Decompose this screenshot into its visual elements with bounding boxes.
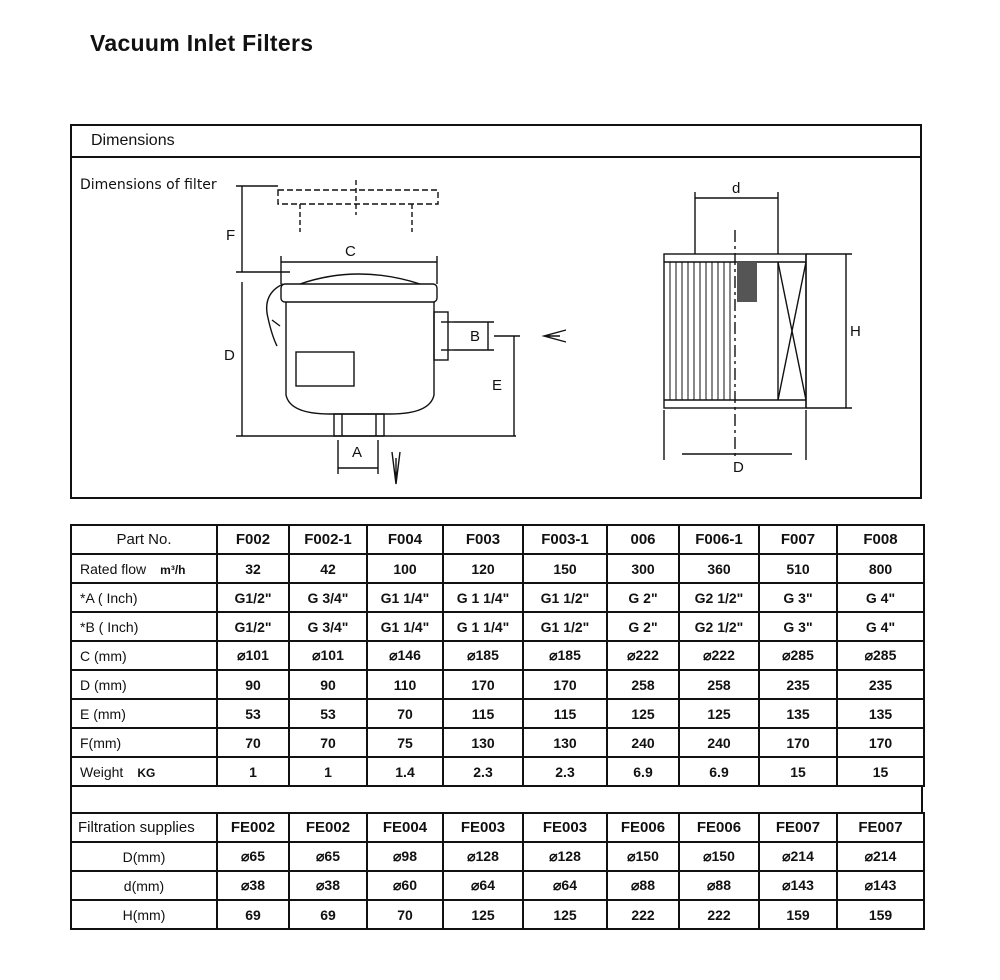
value-cell: 130 <box>443 728 523 757</box>
value-cell: 240 <box>607 728 679 757</box>
value-cell: 222 <box>607 900 679 929</box>
value-cell: G 3/4" <box>289 612 367 641</box>
value-cell: ⌀88 <box>679 871 759 900</box>
row-label <box>71 757 217 786</box>
row-label-text: *B ( Inch) <box>80 618 139 635</box>
value-cell: 135 <box>759 699 837 728</box>
filter-mesh <box>737 262 757 302</box>
value-cell: ⌀101 <box>217 641 289 670</box>
value-cell: 360 <box>679 554 759 583</box>
value-cell: 6.9 <box>607 757 679 786</box>
part-number-cell: F006-1 <box>679 525 759 554</box>
value-cell: ⌀150 <box>607 842 679 871</box>
row-label-text: E (mm) <box>80 705 126 722</box>
part-number-cell: FE006 <box>679 813 759 842</box>
value-cell: 235 <box>759 670 837 699</box>
value-cell: ⌀128 <box>523 842 607 871</box>
value-cell: 125 <box>607 699 679 728</box>
row-label-text: Rated flow <box>80 560 147 577</box>
housing-label-plate <box>296 352 354 386</box>
value-cell: 90 <box>217 670 289 699</box>
row-label <box>71 554 217 583</box>
dim-label-small-d: d <box>732 180 741 197</box>
value-cell: 15 <box>759 757 837 786</box>
spec-table <box>70 524 925 787</box>
part-number-cell: F008 <box>837 525 924 554</box>
row-label <box>71 871 217 900</box>
row-unit: m³/h <box>160 562 186 577</box>
row-label-text: F(mm) <box>80 734 122 751</box>
value-cell: ⌀65 <box>289 842 367 871</box>
part-number-cell: F002 <box>217 525 289 554</box>
row-label <box>71 612 217 641</box>
table-row <box>71 612 924 641</box>
value-cell: 235 <box>837 670 924 699</box>
row-label <box>71 900 217 929</box>
value-cell: 6.9 <box>679 757 759 786</box>
value-cell: 1 <box>217 757 289 786</box>
row-label <box>71 641 217 670</box>
filter-pleats <box>670 262 730 400</box>
part-number-cell: FE007 <box>759 813 837 842</box>
value-cell: ⌀65 <box>217 842 289 871</box>
lid-outline-dashed <box>278 190 438 204</box>
header-label: Part No. <box>71 525 217 554</box>
value-cell: 1.4 <box>367 757 443 786</box>
value-cell: 159 <box>837 900 924 929</box>
value-cell: 90 <box>289 670 367 699</box>
value-cell: G 4" <box>837 612 924 641</box>
value-cell: 110 <box>367 670 443 699</box>
housing-lid <box>281 284 437 302</box>
value-cell: ⌀64 <box>443 871 523 900</box>
part-number-cell: FE006 <box>607 813 679 842</box>
value-cell: 53 <box>217 699 289 728</box>
table-row <box>71 699 924 728</box>
value-cell: 170 <box>523 670 607 699</box>
page-title: Vacuum Inlet Filters <box>90 30 314 56</box>
value-cell: 300 <box>607 554 679 583</box>
table-header-row <box>71 525 924 554</box>
part-number-cell: F003-1 <box>523 525 607 554</box>
value-cell: 70 <box>367 900 443 929</box>
value-cell: ⌀38 <box>217 871 289 900</box>
value-cell: G 3/4" <box>289 583 367 612</box>
value-cell: ⌀146 <box>367 641 443 670</box>
value-cell: 125 <box>679 699 759 728</box>
value-cell: 800 <box>837 554 924 583</box>
value-cell: G1 1/4" <box>367 612 443 641</box>
value-cell: 510 <box>759 554 837 583</box>
value-cell: 170 <box>759 728 837 757</box>
row-label-text: *A ( Inch) <box>80 589 138 606</box>
table-row <box>71 757 924 786</box>
value-cell: ⌀143 <box>837 871 924 900</box>
dim-label-a: A <box>352 444 363 461</box>
value-cell: G1/2" <box>217 612 289 641</box>
value-cell: ⌀101 <box>289 641 367 670</box>
dim-label-f: F <box>226 227 236 244</box>
table-row <box>71 554 924 583</box>
value-cell: 70 <box>289 728 367 757</box>
value-cell: 1 <box>289 757 367 786</box>
value-cell: 150 <box>523 554 607 583</box>
value-cell: 69 <box>289 900 367 929</box>
value-cell: 15 <box>837 757 924 786</box>
dim-label-e: E <box>492 377 503 394</box>
value-cell: 258 <box>607 670 679 699</box>
table-spacer <box>70 785 923 814</box>
part-number-cell: 006 <box>607 525 679 554</box>
value-cell: G 4" <box>837 583 924 612</box>
value-cell: 159 <box>759 900 837 929</box>
value-cell: 125 <box>443 900 523 929</box>
value-cell: G 2" <box>607 583 679 612</box>
row-label-text: C (mm) <box>80 647 127 664</box>
table-header-row <box>71 813 924 842</box>
value-cell: G1/2" <box>217 583 289 612</box>
value-cell: 2.3 <box>523 757 607 786</box>
value-cell: 120 <box>443 554 523 583</box>
row-label <box>71 842 217 871</box>
value-cell: 115 <box>443 699 523 728</box>
supplies-table <box>70 812 925 930</box>
value-cell: ⌀185 <box>523 641 607 670</box>
inlet-flow-arrow <box>544 330 566 342</box>
part-number-cell: FE007 <box>837 813 924 842</box>
value-cell: ⌀222 <box>607 641 679 670</box>
value-cell: 240 <box>679 728 759 757</box>
value-cell: 125 <box>523 900 607 929</box>
dim-label-h: H <box>850 323 861 340</box>
value-cell: ⌀222 <box>679 641 759 670</box>
value-cell: ⌀214 <box>837 842 924 871</box>
value-cell: 70 <box>367 699 443 728</box>
value-cell: 258 <box>679 670 759 699</box>
dim-label-b: B <box>470 328 481 345</box>
value-cell: ⌀150 <box>679 842 759 871</box>
part-number-cell: FE003 <box>443 813 523 842</box>
part-number-cell: F004 <box>367 525 443 554</box>
value-cell: G2 1/2" <box>679 612 759 641</box>
value-cell: G1 1/2" <box>523 612 607 641</box>
row-label-text: D(mm) <box>122 848 166 865</box>
value-cell: G1 1/4" <box>367 583 443 612</box>
dim-label-c: C <box>345 243 356 260</box>
value-cell: G 3" <box>759 612 837 641</box>
part-number-cell: F003 <box>443 525 523 554</box>
dim-label-d: D <box>224 347 235 364</box>
value-cell: ⌀88 <box>607 871 679 900</box>
part-number-cell: FE002 <box>217 813 289 842</box>
value-cell: ⌀143 <box>759 871 837 900</box>
row-label-text: D (mm) <box>80 676 127 693</box>
table-row <box>71 842 924 871</box>
value-cell: 115 <box>523 699 607 728</box>
housing-body <box>286 302 434 414</box>
row-unit: KG <box>137 765 156 780</box>
value-cell: ⌀98 <box>367 842 443 871</box>
part-number-cell: FE003 <box>523 813 607 842</box>
value-cell: 170 <box>837 728 924 757</box>
row-label-text: d(mm) <box>123 877 165 894</box>
row-label <box>71 670 217 699</box>
part-number-cell: FE004 <box>367 813 443 842</box>
value-cell: ⌀285 <box>759 641 837 670</box>
value-cell: ⌀64 <box>523 871 607 900</box>
value-cell: 53 <box>289 699 367 728</box>
value-cell: ⌀185 <box>443 641 523 670</box>
outlet-flow-arrow <box>392 452 400 484</box>
value-cell: ⌀285 <box>837 641 924 670</box>
row-label <box>71 728 217 757</box>
table-row <box>71 900 924 929</box>
value-cell: 170 <box>443 670 523 699</box>
value-cell: 69 <box>217 900 289 929</box>
value-cell: 70 <box>217 728 289 757</box>
header-label: Filtration supplies <box>71 813 217 842</box>
value-cell: 100 <box>367 554 443 583</box>
value-cell: ⌀38 <box>289 871 367 900</box>
value-cell: G 2" <box>607 612 679 641</box>
side-inlet <box>434 312 448 360</box>
value-cell: 42 <box>289 554 367 583</box>
part-number-cell: F007 <box>759 525 837 554</box>
row-label <box>71 699 217 728</box>
row-label-text: Weight <box>80 763 124 780</box>
value-cell: ⌀128 <box>443 842 523 871</box>
table-row <box>71 583 924 612</box>
row-label <box>71 583 217 612</box>
value-cell: G2 1/2" <box>679 583 759 612</box>
part-number-cell: FE002 <box>289 813 367 842</box>
table-row <box>71 728 924 757</box>
value-cell: ⌀60 <box>367 871 443 900</box>
table-row <box>71 641 924 670</box>
value-cell: 222 <box>679 900 759 929</box>
value-cell: 2.3 <box>443 757 523 786</box>
value-cell: 32 <box>217 554 289 583</box>
table-row <box>71 670 924 699</box>
dim-label-big-d: D <box>733 459 744 476</box>
value-cell: G 1 1/4" <box>443 583 523 612</box>
part-number-cell: F002-1 <box>289 525 367 554</box>
value-cell: 135 <box>837 699 924 728</box>
value-cell: ⌀214 <box>759 842 837 871</box>
value-cell: G 3" <box>759 583 837 612</box>
table-row <box>71 871 924 900</box>
value-cell: G1 1/2" <box>523 583 607 612</box>
dimensions-subtitle: Dimensions of filter <box>80 177 217 193</box>
dimensions-header: Dimensions <box>72 126 920 158</box>
value-cell: 130 <box>523 728 607 757</box>
value-cell: G 1 1/4" <box>443 612 523 641</box>
row-label-text: H(mm) <box>122 906 166 923</box>
value-cell: 75 <box>367 728 443 757</box>
